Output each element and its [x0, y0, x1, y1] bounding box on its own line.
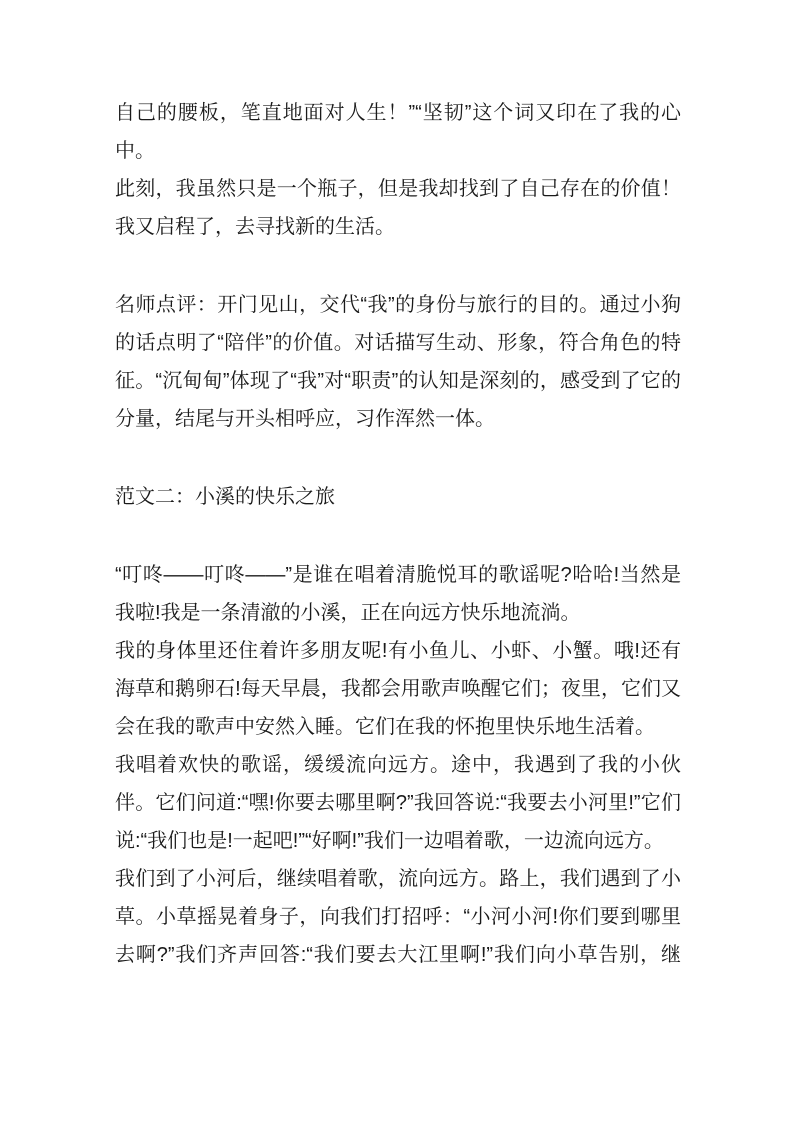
paragraph-essay2-river: 我们到了小河后，继续唱着歌，流向远方。路上，我们遇到了小草。小草摇晃着身子，向我们打招呼：“小河小河!你们要到哪里去啊?”我们齐声回答:“我们要去大江里啊!”我们向小草告别，继 — [115, 868, 681, 966]
paragraph-essay2-intro: “叮咚——叮咚——”是谁在唱着清脆悦耳的歌谣呢?哈哈!当然是我啦!我是一条清澈的小溪，正在向远方快乐地流淌。 — [115, 564, 681, 624]
paragraph-essay1-ending: 此刻，我虽然只是一个瓶子，但是我却找到了自己存在的价值！我又启程了，去寻找新的生活。 — [115, 178, 681, 238]
paragraph-essay1-conclusion: 自己的腰板，笔直地面对人生！”“坚韧”这个词又印在了我的心中。 — [115, 102, 681, 162]
paragraph-teacher-comment: 名师点评：开门见山，交代“我”的身份与旅行的目的。通过小狗的话点明了“陪伴”的价值。对话描写生动、形象，符合角色的特征。“沉甸甸”体现了“我”对“职责”的认知是深刻的，感受到了它的分量，结尾与开头相呼应，习作浑然一体。 — [115, 294, 681, 430]
heading-essay2-title: 范文二：小溪的快乐之旅 — [115, 486, 335, 508]
paragraph-essay2-journey: 我唱着欢快的歌谣，缓缓流向远方。途中，我遇到了我的小伙伴。它们问道:“嘿!你要去哪里啊?”我回答说:“我要去小河里!”它们说:“我们也是!一起吧!”“好啊!”我们一边唱着歌，一边流向远方。 — [115, 754, 681, 852]
paragraph-essay2-friends: 我的身体里还住着许多朋友呢!有小鱼儿、小虾、小蟹。哦!还有海草和鹅卵石!每天早晨，我都会用歌声唤醒它们；夜里，它们又会在我的歌声中安然入睡。它们在我的怀抱里快乐地生活着。 — [115, 640, 681, 738]
